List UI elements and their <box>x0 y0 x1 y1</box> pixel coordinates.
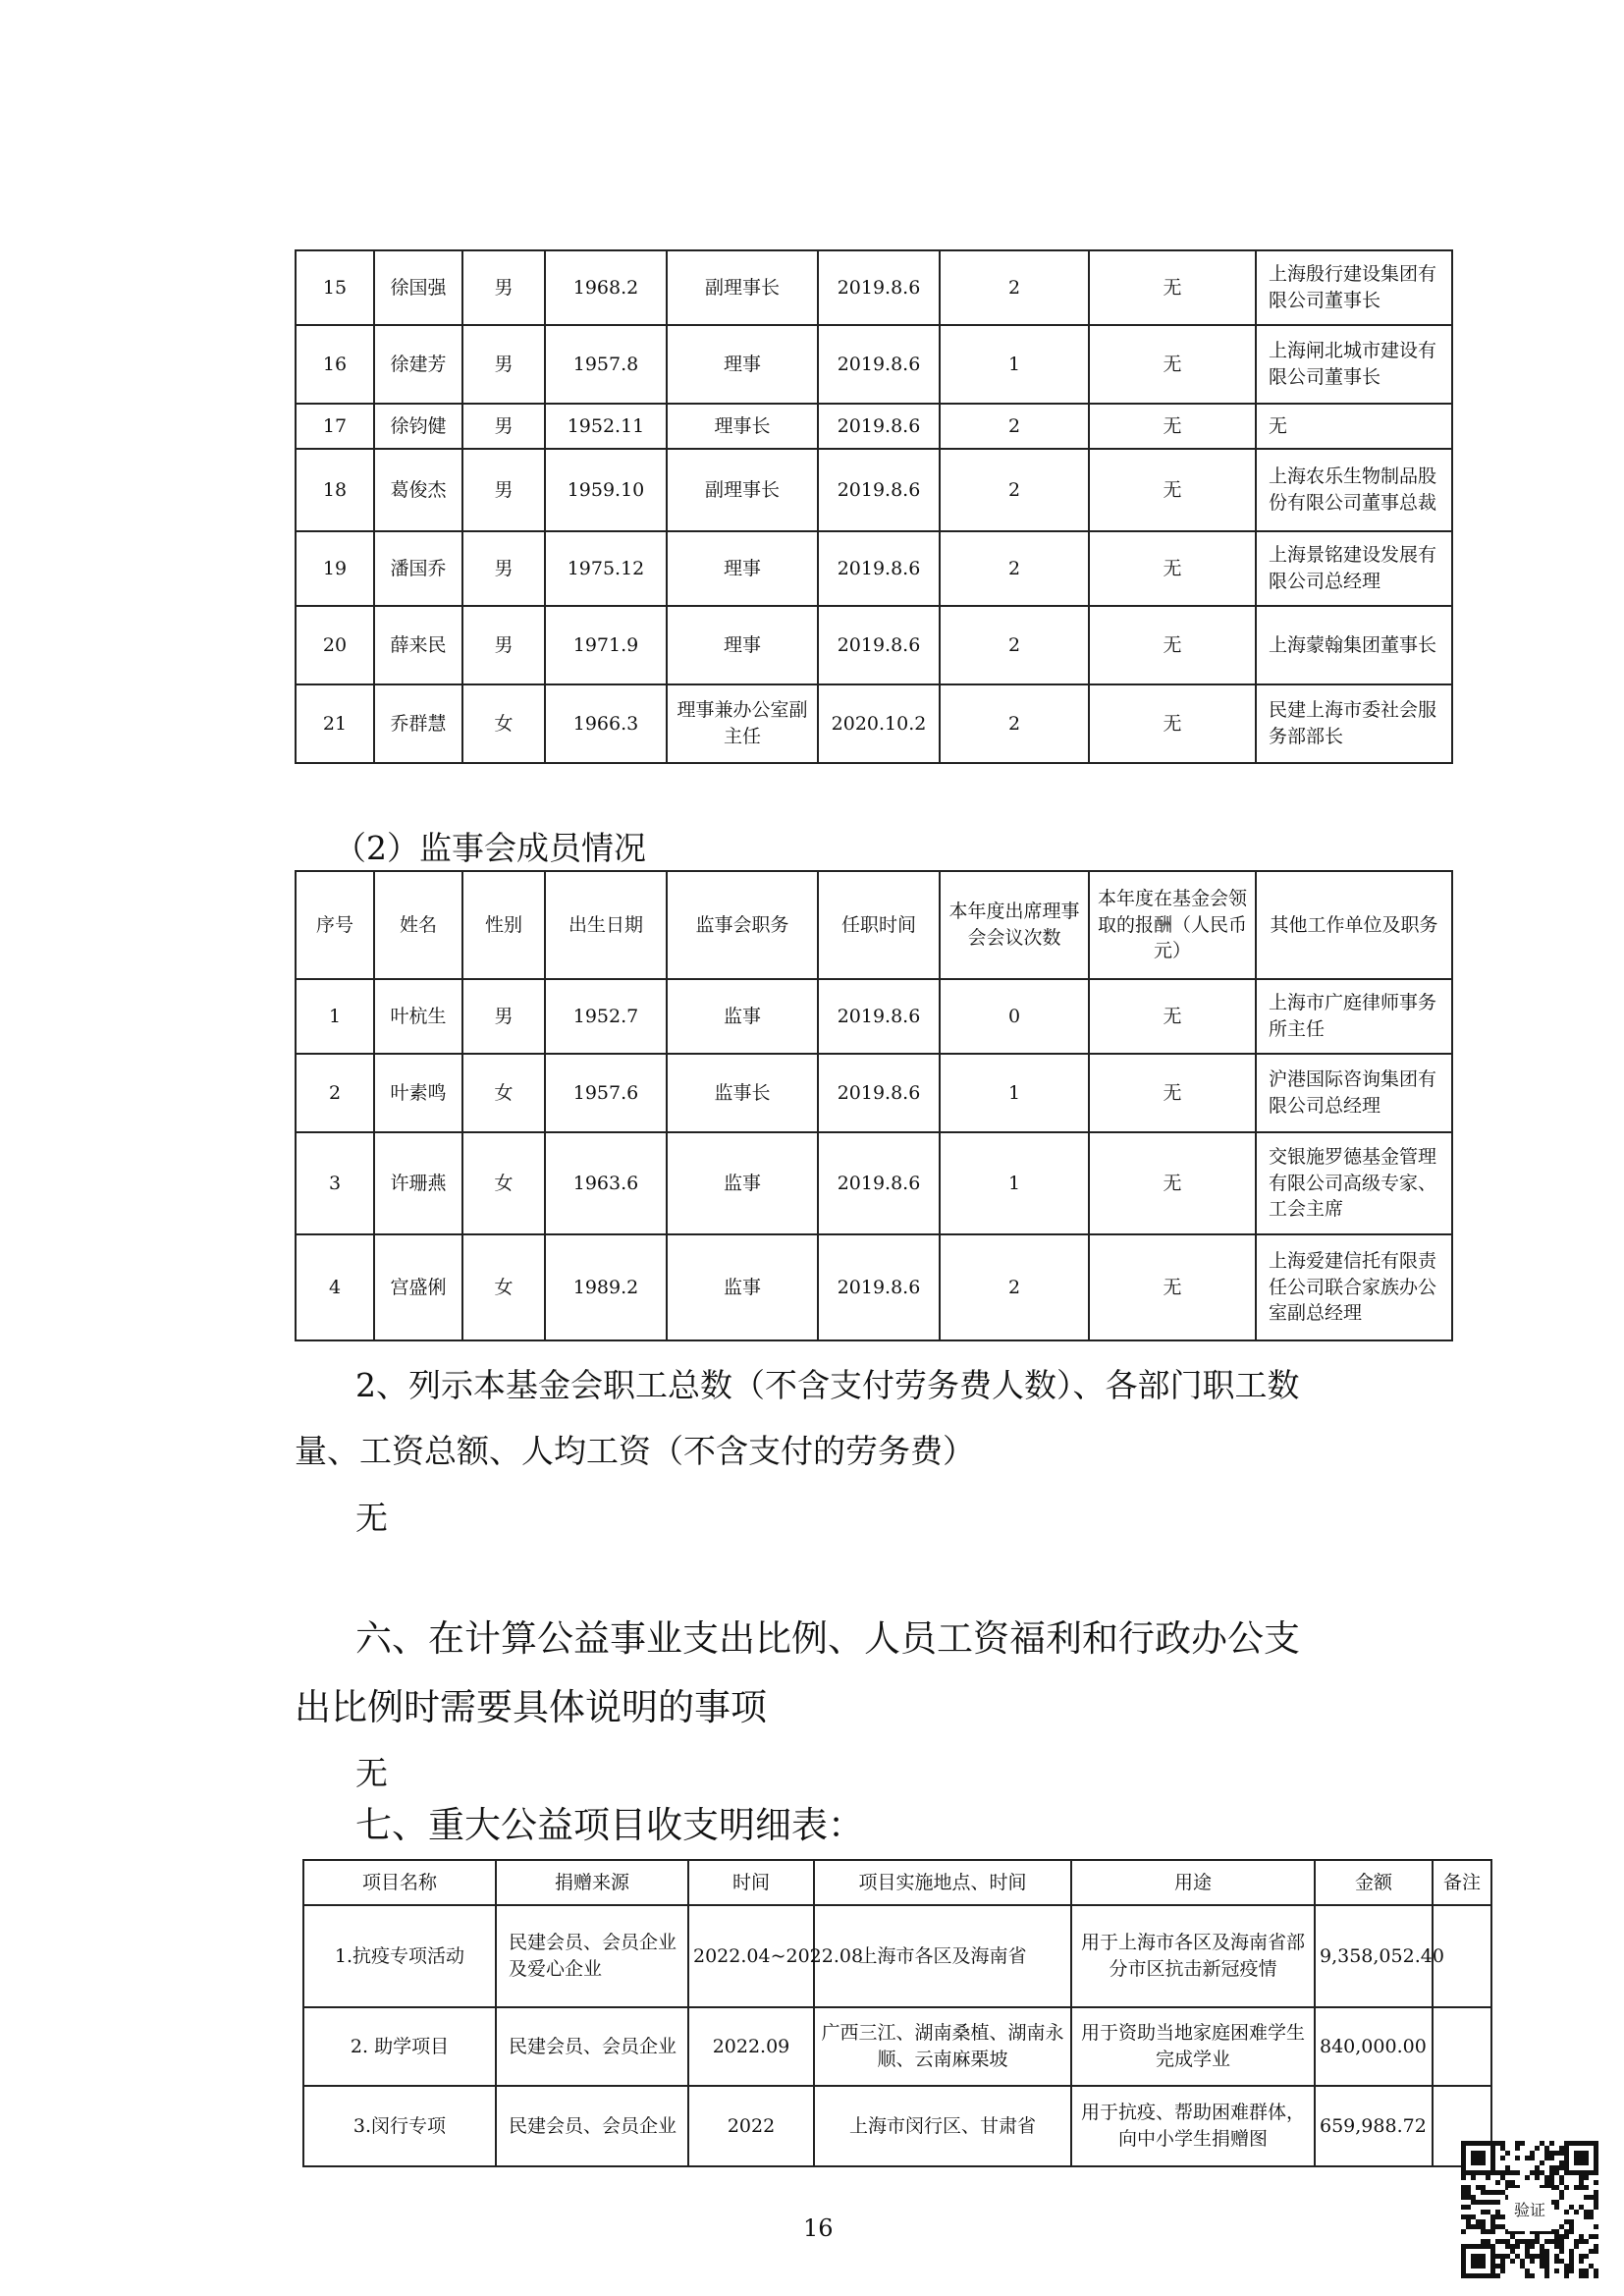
header-cell: 捐赠来源 <box>496 1860 688 1905</box>
section7-heading: 七、重大公益项目收支明细表： <box>355 1804 864 1846</box>
supervisors-title: （2）监事会成员情况 <box>334 829 646 867</box>
staff-question-line2: 量、工资总额、人均工资（不含支付的劳务费） <box>295 1432 975 1470</box>
major-projects-table <box>302 1859 1492 2167</box>
cell-name: 葛俊杰 <box>374 449 462 531</box>
cell-since: 2020.10.2 <box>818 684 940 763</box>
cell-since: 2019.8.6 <box>818 979 940 1054</box>
cell-name: 宫盛俐 <box>374 1234 462 1340</box>
cell-gender: 男 <box>462 404 545 449</box>
cell-position: 理事 <box>667 325 818 404</box>
header-cell: 其他工作单位及职务 <box>1256 871 1452 979</box>
table-row <box>296 325 1452 404</box>
cell-amount: 840,000.00 <box>1315 2007 1433 2086</box>
cell-pay: 无 <box>1089 325 1256 404</box>
cell-name: 叶杭生 <box>374 979 462 1054</box>
cell-name: 1.抗疫专项活动 <box>303 1905 496 2007</box>
cell-meetings: 0 <box>940 979 1089 1054</box>
cell-position: 副理事长 <box>667 449 818 531</box>
cell-meetings: 2 <box>940 404 1089 449</box>
staff-answer: 无 <box>355 1499 388 1537</box>
cell-gender: 女 <box>462 684 545 763</box>
cell-no: 1 <box>296 979 374 1054</box>
cell-name: 徐建芳 <box>374 325 462 404</box>
cell-no: 17 <box>296 404 374 449</box>
header-cell: 用途 <box>1071 1860 1315 1905</box>
cell-pay: 无 <box>1089 250 1256 325</box>
cell-no: 4 <box>296 1234 374 1340</box>
cell-no: 18 <box>296 449 374 531</box>
cell-name: 薛来民 <box>374 606 462 684</box>
cell-other: 上海农乐生物制品股份有限公司董事总裁 <box>1256 449 1452 531</box>
table-row <box>303 2007 1491 2086</box>
cell-no: 20 <box>296 606 374 684</box>
cell-birth: 1963.6 <box>545 1132 667 1234</box>
staff-question-line1: 2、列示本基金会职工总数（不含支付劳务费人数）、各部门职工数 <box>355 1366 1300 1404</box>
cell-since: 2019.8.6 <box>818 606 940 684</box>
cell-name: 徐钧健 <box>374 404 462 449</box>
cell-birth: 1966.3 <box>545 684 667 763</box>
table-row <box>303 2086 1491 2166</box>
cell-meetings: 1 <box>940 1054 1089 1132</box>
cell-gender: 女 <box>462 1234 545 1340</box>
cell-gender: 女 <box>462 1054 545 1132</box>
cell-other: 沪港国际咨询集团有限公司总经理 <box>1256 1054 1452 1132</box>
board-members-table <box>295 249 1453 764</box>
header-cell: 金额 <box>1315 1860 1433 1905</box>
cell-note <box>1433 2007 1491 2086</box>
cell-meetings: 2 <box>940 250 1089 325</box>
header-cell: 项目名称 <box>303 1860 496 1905</box>
cell-other: 上海市广庭律师事务所主任 <box>1256 979 1452 1054</box>
cell-source: 民建会员、会员企业 <box>496 2086 688 2166</box>
cell-purpose: 用于资助当地家庭困难学生完成学业 <box>1071 2007 1315 2086</box>
cell-gender: 男 <box>462 979 545 1054</box>
cell-name: 潘国乔 <box>374 531 462 606</box>
cell-other: 民建上海市委社会服务部部长 <box>1256 684 1452 763</box>
section6-heading-line1: 六、在计算公益事业支出比例、人员工资福利和行政办公支 <box>355 1617 1300 1660</box>
cell-place: 广西三江、湖南桑植、湖南永顺、云南麻栗坡 <box>814 2007 1071 2086</box>
cell-no: 21 <box>296 684 374 763</box>
cell-gender: 男 <box>462 250 545 325</box>
cell-pay: 无 <box>1089 449 1256 531</box>
cell-since: 2019.8.6 <box>818 250 940 325</box>
cell-birth: 1952.11 <box>545 404 667 449</box>
cell-meetings: 1 <box>940 325 1089 404</box>
cell-purpose: 用于抗疫、帮助困难群体，向中小学生捐赠图 <box>1071 2086 1315 2166</box>
cell-name: 徐国强 <box>374 250 462 325</box>
cell-birth: 1959.10 <box>545 449 667 531</box>
cell-pay: 无 <box>1089 404 1256 449</box>
cell-since: 2019.8.6 <box>818 449 940 531</box>
qr-code-icon <box>1461 2141 1598 2278</box>
cell-other: 无 <box>1256 404 1452 449</box>
svg-text:验证: 验证 <box>1513 2201 1546 2219</box>
cell-position: 监事 <box>667 1234 818 1340</box>
cell-place: 上海市闵行区、甘肃省 <box>814 2086 1071 2166</box>
header-cell: 本年度出席理事会会议次数 <box>940 871 1089 979</box>
cell-birth: 1957.6 <box>545 1054 667 1132</box>
cell-since: 2019.8.6 <box>818 531 940 606</box>
header-cell: 备注 <box>1433 1860 1491 1905</box>
cell-other: 上海景铭建设发展有限公司总经理 <box>1256 531 1452 606</box>
cell-name: 乔群慧 <box>374 684 462 763</box>
cell-pay: 无 <box>1089 684 1256 763</box>
cell-pay: 无 <box>1089 531 1256 606</box>
table-row <box>296 531 1452 606</box>
cell-other: 上海殷行建设集团有限公司董事长 <box>1256 250 1452 325</box>
cell-place: 上海市各区及海南省 <box>814 1905 1071 2007</box>
table-row <box>296 1132 1452 1234</box>
cell-position: 副理事长 <box>667 250 818 325</box>
cell-since: 2019.8.6 <box>818 1054 940 1132</box>
cell-meetings: 2 <box>940 684 1089 763</box>
cell-name: 叶素鸣 <box>374 1054 462 1132</box>
verification-qr-code <box>1461 2141 1598 2278</box>
cell-pay: 无 <box>1089 606 1256 684</box>
cell-name: 2. 助学项目 <box>303 2007 496 2086</box>
cell-birth: 1971.9 <box>545 606 667 684</box>
cell-pay: 无 <box>1089 1054 1256 1132</box>
cell-other: 上海闸北城市建设有限公司董事长 <box>1256 325 1452 404</box>
cell-birth: 1975.12 <box>545 531 667 606</box>
cell-since: 2019.8.6 <box>818 1234 940 1340</box>
header-cell: 序号 <box>296 871 374 979</box>
cell-source: 民建会员、会员企业及爱心企业 <box>496 1905 688 2007</box>
cell-since: 2019.8.6 <box>818 325 940 404</box>
cell-source: 民建会员、会员企业 <box>496 2007 688 2086</box>
cell-since: 2019.8.6 <box>818 404 940 449</box>
table-row <box>303 1905 1491 2007</box>
cell-no: 3 <box>296 1132 374 1234</box>
cell-name: 许珊燕 <box>374 1132 462 1234</box>
cell-birth: 1968.2 <box>545 250 667 325</box>
cell-position: 理事 <box>667 531 818 606</box>
cell-gender: 女 <box>462 1132 545 1234</box>
cell-position: 理事 <box>667 606 818 684</box>
cell-meetings: 1 <box>940 1132 1089 1234</box>
cell-amount: 659,988.72 <box>1315 2086 1433 2166</box>
page-number: 16 <box>803 2214 834 2242</box>
table-row <box>296 1054 1452 1132</box>
header-cell: 监事会职务 <box>667 871 818 979</box>
cell-meetings: 2 <box>940 606 1089 684</box>
cell-gender: 男 <box>462 449 545 531</box>
header-cell: 任职时间 <box>818 871 940 979</box>
cell-gender: 男 <box>462 325 545 404</box>
cell-pay: 无 <box>1089 979 1256 1054</box>
cell-gender: 男 <box>462 606 545 684</box>
cell-no: 15 <box>296 250 374 325</box>
cell-since: 2019.8.6 <box>818 1132 940 1234</box>
cell-position: 监事长 <box>667 1054 818 1132</box>
section6-answer: 无 <box>355 1754 388 1792</box>
table-row <box>296 250 1452 325</box>
cell-position: 理事兼办公室副主任 <box>667 684 818 763</box>
header-cell: 时间 <box>688 1860 814 1905</box>
cell-position: 监事 <box>667 1132 818 1234</box>
table-row <box>296 606 1452 684</box>
cell-time: 2022.04~2022.08 <box>688 1905 814 2007</box>
cell-time: 2022.09 <box>688 2007 814 2086</box>
header-cell: 姓名 <box>374 871 462 979</box>
supervisors-table <box>295 870 1453 1341</box>
table-row <box>296 404 1452 449</box>
cell-amount: 9,358,052.40 <box>1315 1905 1433 2007</box>
cell-birth: 1952.7 <box>545 979 667 1054</box>
cell-other: 上海蒙翰集团董事长 <box>1256 606 1452 684</box>
cell-other: 上海爱建信托有限责任公司联合家族办公室副总经理 <box>1256 1234 1452 1340</box>
cell-position: 理事长 <box>667 404 818 449</box>
cell-birth: 1957.8 <box>545 325 667 404</box>
cell-meetings: 2 <box>940 1234 1089 1340</box>
cell-name: 3.闵行专项 <box>303 2086 496 2166</box>
cell-no: 2 <box>296 1054 374 1132</box>
cell-pay: 无 <box>1089 1132 1256 1234</box>
header-cell: 性别 <box>462 871 545 979</box>
header-cell: 出生日期 <box>545 871 667 979</box>
table-row <box>296 684 1452 763</box>
cell-meetings: 2 <box>940 449 1089 531</box>
header-cell: 项目实施地点、时间 <box>814 1860 1071 1905</box>
header-cell: 本年度在基金会领取的报酬（人民币元） <box>1089 871 1256 979</box>
cell-gender: 男 <box>462 531 545 606</box>
cell-no: 19 <box>296 531 374 606</box>
cell-pay: 无 <box>1089 1234 1256 1340</box>
table-row <box>296 979 1452 1054</box>
table-row <box>296 449 1452 531</box>
cell-birth: 1989.2 <box>545 1234 667 1340</box>
cell-meetings: 2 <box>940 531 1089 606</box>
cell-other: 交银施罗德基金管理有限公司高级专家、工会主席 <box>1256 1132 1452 1234</box>
cell-time: 2022 <box>688 2086 814 2166</box>
table-row <box>296 1234 1452 1340</box>
cell-position: 监事 <box>667 979 818 1054</box>
cell-no: 16 <box>296 325 374 404</box>
section6-heading-line2: 出比例时需要具体说明的事项 <box>295 1686 767 1728</box>
cell-purpose: 用于上海市各区及海南省部分市区抗击新冠疫情 <box>1071 1905 1315 2007</box>
